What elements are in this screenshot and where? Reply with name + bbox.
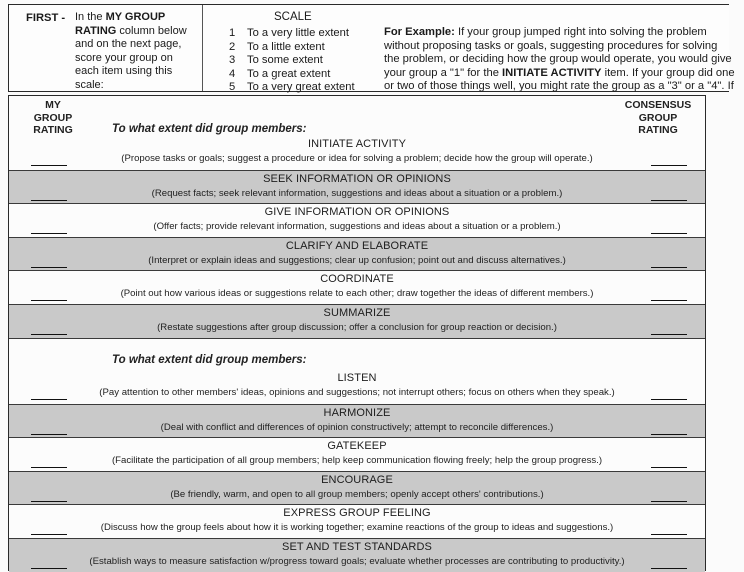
consensus-rating-blank[interactable] <box>651 233 687 234</box>
example-line: If your group jumped right into solving the problem <box>454 26 707 38</box>
my-group-rating-blank[interactable] <box>31 501 67 502</box>
my-group-rating-blank[interactable] <box>31 334 67 335</box>
my-group-rating-blank[interactable] <box>31 467 67 468</box>
scale-number: 5 <box>229 81 236 94</box>
item-title: LISTEN <box>337 372 377 384</box>
item-title: GATEKEEP <box>327 440 387 452</box>
consensus-rating-blank[interactable] <box>651 399 687 400</box>
first-instruction-text <box>75 11 197 93</box>
item-description: (Restate suggestions after group discussion; offer a conclusion for group reaction or decision.) <box>157 321 557 333</box>
scale-list <box>229 27 355 95</box>
scale-item <box>229 68 355 82</box>
consensus-rating-blank[interactable] <box>651 568 687 569</box>
example-emphasis: INITIATE ACTIVITY <box>502 66 602 79</box>
item-description: (Pay attention to other members' ideas, opinions and suggestions; not interrupt others; focus on others when they speak.) <box>99 387 615 398</box>
header-line: GROUP <box>33 111 73 124</box>
consensus-rating-blank[interactable] <box>651 534 687 535</box>
my-group-rating-blank[interactable] <box>31 233 67 234</box>
rating-item-row <box>9 437 705 471</box>
header-line: RATING <box>638 124 678 136</box>
my-group-rating-blank[interactable] <box>31 534 67 535</box>
example-label: For Example: <box>384 26 455 38</box>
scale-label: To a little extent <box>247 40 325 53</box>
item-title: HARMONIZE <box>323 406 391 419</box>
item-title: SEEK INFORMATION OR OPINIONS <box>263 172 451 185</box>
scale-title: SCALE <box>274 11 312 23</box>
example-line: without proposing tasks or goals, suggesting procedures for solving <box>384 39 718 52</box>
consensus-group-rating-header <box>623 99 693 137</box>
scale-number: 4 <box>229 67 236 80</box>
example-line: your group a "1" for the <box>384 66 503 79</box>
example-line: or two of those things well, you might rate the group as a "3" or a "4". If <box>384 80 734 93</box>
my-group-rating-blank[interactable] <box>31 165 67 166</box>
first-text-part: In the <box>75 11 106 23</box>
scale-label: To some extent <box>247 54 323 67</box>
item-title: INITIATE ACTIVITY <box>307 138 407 150</box>
header-line: CONSENSUS <box>624 99 692 111</box>
rating-item-row <box>9 136 705 169</box>
first-text-part: column below and on the next page, score your group on each item using this scale: <box>75 24 187 91</box>
consensus-rating-blank[interactable] <box>651 501 687 502</box>
rating-item-row <box>9 538 705 572</box>
header-line: RATING <box>33 124 73 136</box>
item-title: CLARIFY AND ELABORATE <box>285 239 429 252</box>
scale-number: 2 <box>229 40 236 53</box>
rating-item-row <box>9 404 705 438</box>
item-description: (Interpret or explain ideas and suggestions; clear up confusion; point out and discuss alternatives.) <box>148 254 566 266</box>
item-title: GIVE INFORMATION OR OPINIONS <box>264 206 450 218</box>
item-description: (Point out how various ideas or suggestions relate to each other; draw together the ideas of different members.) <box>120 288 594 299</box>
my-group-rating-blank[interactable] <box>31 300 67 301</box>
item-description: (Be friendly, warm, and open to all group members; openly accept others' contributions.) <box>170 488 544 500</box>
example-text <box>384 26 744 94</box>
header-line: GROUP <box>638 111 678 124</box>
example-line: the problem, or deciding how the group would operate, you would give <box>384 53 732 66</box>
item-description: (Offer facts; provide relevant information, suggestions and ideas about a situation or a problem.) <box>153 221 561 232</box>
item-title: COORDINATE <box>320 273 394 285</box>
scale-item <box>229 27 355 41</box>
scale-label: To a very little extent <box>247 27 349 39</box>
consensus-rating-blank[interactable] <box>651 300 687 301</box>
scale-label: To a very great extent <box>247 81 355 94</box>
consensus-rating-blank[interactable] <box>651 165 687 166</box>
my-group-rating-header <box>23 99 83 137</box>
item-description: (Establish ways to measure satisfaction w/progress toward goals; evaluate whether processes are contributing to productivity.) <box>89 555 625 567</box>
scale-number: 3 <box>229 54 236 67</box>
consensus-rating-blank[interactable] <box>651 200 687 201</box>
first-instruction-cell <box>9 5 203 91</box>
item-description: (Discuss how the group feels about how it is working together; examine reactions of the group to ideas and suggestions.) <box>100 522 614 533</box>
rating-item-row <box>9 370 705 403</box>
first-label: FIRST - <box>26 12 66 24</box>
header-line: MY <box>45 99 61 111</box>
item-title: SET AND TEST STANDARDS <box>282 540 432 553</box>
rating-item-row <box>9 471 705 505</box>
rating-item-row <box>9 170 705 204</box>
rating-item-row <box>9 304 705 339</box>
item-description: (Propose tasks or goals; suggest a procedure or idea for solving a problem; decide how the group will operate.) <box>121 153 593 164</box>
item-title: ENCOURAGE <box>321 473 393 486</box>
rating-table <box>8 95 706 571</box>
scale-item <box>229 54 355 68</box>
instructions-box <box>8 4 735 94</box>
first-text-emphasis: MY GROUP RATING <box>75 11 166 37</box>
item-title: EXPRESS GROUP FEELING <box>283 507 431 519</box>
scale-label: To a great extent <box>247 67 331 80</box>
example-line: item. If your group did one <box>601 66 735 79</box>
rating-item-row <box>9 270 705 304</box>
my-group-rating-blank[interactable] <box>31 568 67 569</box>
rating-item-row <box>9 203 705 237</box>
section-lead: To what extent did group members: <box>112 354 307 366</box>
item-description: (Deal with conflict and differences of opinion constructively; attempt to reconcile differences.) <box>160 421 554 433</box>
consensus-rating-blank[interactable] <box>651 467 687 468</box>
rating-item-row <box>9 237 705 271</box>
item-title: SUMMARIZE <box>323 306 391 319</box>
my-group-rating-blank[interactable] <box>31 399 67 400</box>
scale-number: 1 <box>229 27 236 39</box>
my-group-rating-blank[interactable] <box>31 434 67 435</box>
item-description: (Request facts; seek relevant information, suggestions and ideas about a situation or a problem.) <box>151 187 563 199</box>
scale-item <box>229 41 355 55</box>
consensus-rating-blank[interactable] <box>651 334 687 335</box>
my-group-rating-blank[interactable] <box>31 267 67 268</box>
my-group-rating-blank[interactable] <box>31 200 67 201</box>
consensus-rating-blank[interactable] <box>651 267 687 268</box>
scale-item <box>229 81 355 95</box>
consensus-rating-blank[interactable] <box>651 434 687 435</box>
section-lead: To what extent did group members: <box>112 123 307 135</box>
item-description: (Facilitate the participation of all group members; help keep communication flowing freely; help the group progress.) <box>111 455 603 466</box>
rating-item-row <box>9 504 705 538</box>
